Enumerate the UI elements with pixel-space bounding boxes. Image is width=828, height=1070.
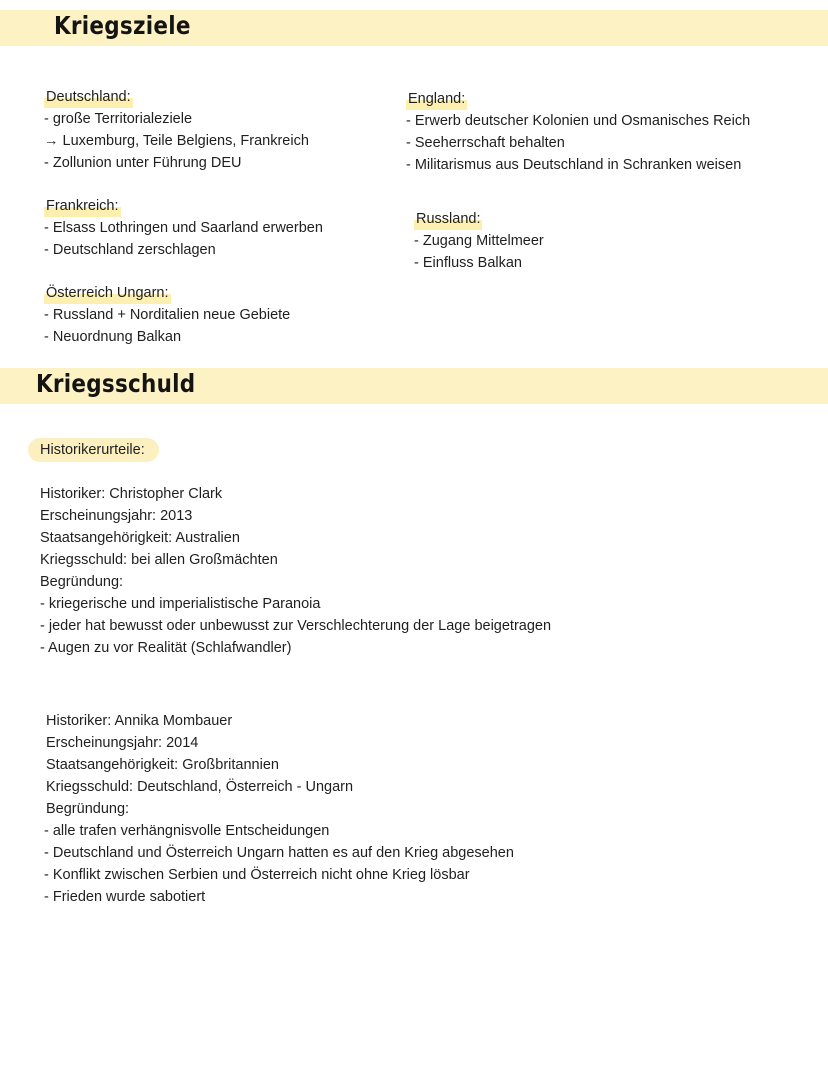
list-item: - Frieden wurde sabotiert (44, 889, 206, 905)
list-item: - Zollunion unter Führung DEU (44, 155, 242, 171)
list-item: - Elsass Lothringen und Saarland erwerben (44, 220, 323, 236)
text-line: Begründung: (46, 801, 130, 817)
country-label: England: (406, 88, 467, 110)
goals-oesterreich-ungarn (44, 282, 290, 348)
historian-clark (40, 483, 551, 659)
country-label: Österreich Ungarn: (44, 282, 171, 304)
text-line: Begründung: (40, 574, 124, 590)
country-label: Russland: (414, 208, 482, 230)
text-line: Staatsangehörigkeit: Australien (40, 530, 240, 546)
country-label: Frankreich: (44, 195, 121, 217)
list-item: - Militarismus aus Deutschland in Schranken weisen (406, 157, 742, 173)
list-item: - kriegerische und imperialistische Paranoia (40, 596, 321, 612)
list-item: - alle trafen verhängnisvolle Entscheidungen (44, 823, 330, 839)
list-item: - Erwerb deutscher Kolonien und Osmanisches Reich (406, 113, 751, 129)
country-label: Deutschland: (44, 86, 133, 108)
list-item: - Konflikt zwischen Serbien und Österreich nicht ohne Krieg lösbar (44, 867, 470, 883)
section-title-kriegsschuld: Kriegsschuld (36, 369, 196, 398)
list-item: - Zugang Mittelmeer (414, 233, 544, 249)
text-line: Staatsangehörigkeit: Großbritannien (46, 757, 279, 773)
text-line: Historiker: Annika Mombauer (46, 713, 233, 729)
text-line: Historiker: Christopher Clark (40, 486, 223, 502)
goals-russland (414, 208, 544, 274)
goals-frankreich (44, 195, 323, 261)
list-item: → Luxemburg, Teile Belgiens, Frankreich (44, 133, 309, 149)
list-item: - große Territorialeziele (44, 111, 193, 127)
section-title-kriegsziele: Kriegsziele (54, 11, 191, 40)
list-item: - jeder hat bewusst oder unbewusst zur Verschlechterung der Lage beigetragen (40, 618, 552, 634)
list-item: - Neuordnung Balkan (44, 329, 182, 345)
list-item: - Einfluss Balkan (414, 255, 522, 271)
list-item: - Augen zu vor Realität (Schlafwandler) (40, 640, 292, 656)
historian-mombauer (46, 710, 514, 908)
text-line: Kriegsschuld: bei allen Großmächten (40, 552, 278, 568)
goals-england (406, 88, 750, 176)
historian-judgements-label: Historikerurteile: (28, 438, 159, 462)
list-item: - Seeherrschaft behalten (406, 135, 565, 151)
text-line: Erscheinungsjahr: 2014 (46, 735, 199, 751)
list-item: - Deutschland zerschlagen (44, 242, 216, 258)
text-line: Kriegsschuld: Deutschland, Österreich - Ungarn (46, 779, 354, 795)
list-item: - Deutschland und Österreich Ungarn hatten es auf den Krieg abgesehen (44, 845, 514, 861)
text-line: Erscheinungsjahr: 2013 (40, 508, 193, 524)
list-item: - Russland + Norditalien neue Gebiete (44, 307, 291, 323)
goals-deutschland (44, 86, 309, 174)
